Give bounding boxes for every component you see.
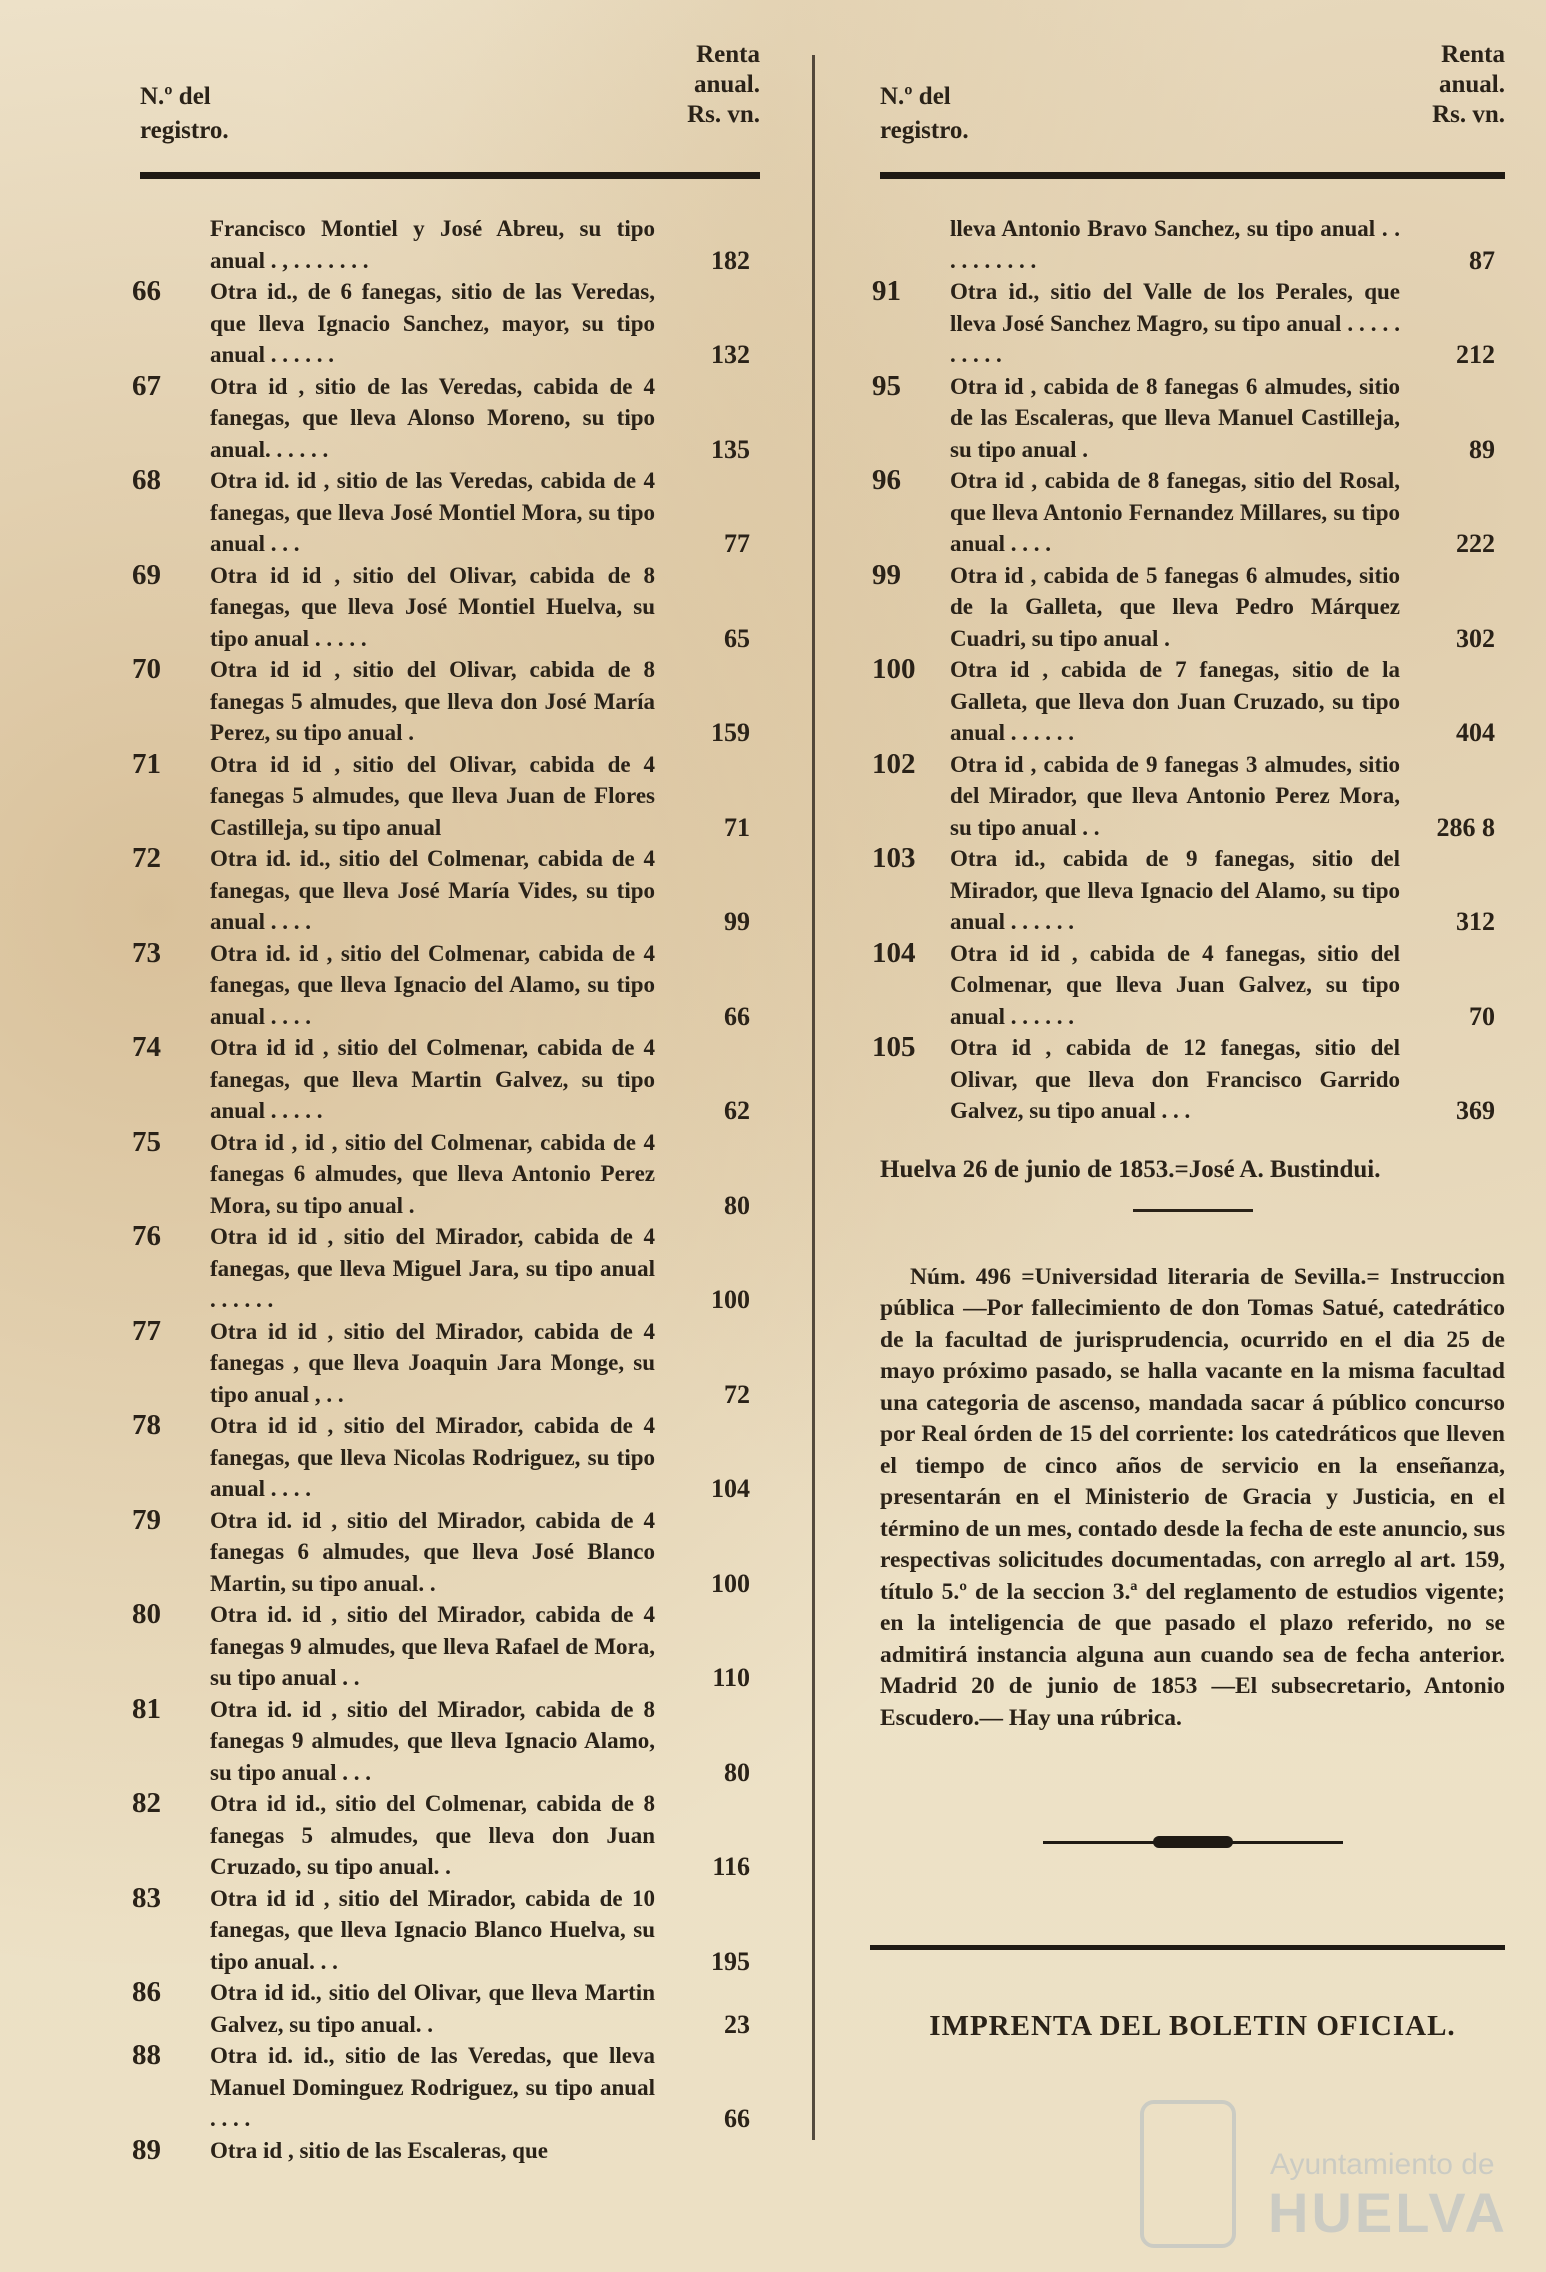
column-divider [812,55,815,2140]
registro-header [140,80,229,148]
register-entry [132,747,760,844]
annual-rent: 89 [1469,434,1495,464]
entry-text: Otra id , sitio de las Veredas, cabida de 4 fanegas, que lleva Alonso Moreno, su tipo anual. . . . . . [210,373,655,462]
annual-rent: 132 [711,340,750,369]
annual-rent: 222 [1456,529,1495,558]
register-entry [132,275,760,371]
section-separator [1133,1209,1253,1212]
register-entry [132,2039,760,2135]
register-entry [132,1598,760,1694]
entry-text: lleva Antonio Bravo Sanchez, su tipo anual . . . . . . . . . . [950,216,1400,273]
ornament-center [1153,1836,1233,1848]
entry-text: Otra id , cabida de 8 fanegas, sitio del Rosal, que lleva Antonio Fernandez Millares, su tipo anual . . . . [950,468,1400,556]
register-number: 66 [132,275,161,307]
register-number: 73 [132,936,161,969]
entry-text: Otra id. id , sitio del Mirador, cabida de 8 fanegas 9 almudes, que lleva Ignacio Alamo, su tipo anual . . . [210,1696,655,1785]
register-entry [140,213,760,276]
register-number: 104 [872,936,916,969]
entry-text: Otra id id , sitio del Mirador, cabida de 4 fanegas, que lleva Miguel Jara, su tipo anual . . . . . . [210,1224,655,1312]
entry-text: Otra id , cabida de 9 fanegas 3 almudes, sitio del Mirador, que lleva Antonio Perez Mora, su tipo anual . . [950,751,1400,840]
register-number: 96 [872,464,901,496]
entry-text: Otra id id , sitio del Olivar, cabida de 4 fanegas 5 almudes, que lleva Juan de Flores Castilleja, su tipo anual [210,751,655,840]
annual-rent: 80 [724,1757,750,1787]
left-entry-list [132,213,760,2166]
entry-text: Otra id id , sitio del Olivar, cabida de 8 fanegas, que lleva José Montiel Huelva, su tipo anual . . . . . [210,562,655,651]
register-number: 103 [872,842,916,874]
annual-rent: 62 [724,1096,750,1125]
entry-text: Otra id. id., sitio de las Veredas, que lleva Manuel Dominguez Rodriguez, su tipo anual . . . . [210,2043,655,2131]
register-entry [132,1409,760,1505]
register-entry [872,1031,1505,1127]
register-number: 78 [132,1409,161,1441]
annual-rent: 404 [1456,718,1495,747]
register-number: 77 [132,1314,161,1347]
entry-text: Otra id id , sitio del Mirador, cabida de 10 fanegas, que lleva Ignacio Blanco Huelva, su tipo anual. . . [210,1885,655,1974]
register-entry [132,464,760,560]
register-entry [872,842,1505,938]
entry-text: Otra id id , cabida de 4 fanegas, sitio del Colmenar, que lleva Juan Galvez, su tipo anual . . . . . . [950,940,1400,1029]
register-number: 76 [132,1220,161,1252]
register-entry [132,2133,760,2167]
registro-header-line: N.º del [140,83,211,110]
register-number: 71 [132,747,161,780]
register-number: 99 [872,558,901,591]
annual-rent: 70 [1469,1001,1495,1031]
renta-header-line: anual. [693,71,760,98]
annual-rent: 312 [1456,907,1495,936]
annual-rent: 99 [724,907,750,936]
entry-text: Otra id. id , sitio del Mirador, cabida de 4 fanegas 9 almudes, que lleva Rafael de Mora, su tipo anual . . [210,1602,655,1690]
annual-rent: 66 [724,1001,750,1031]
renta-header-line: Rs. vn. [687,101,760,128]
register-entry [872,275,1505,371]
renta-header-line: Renta [696,41,760,68]
register-entry [132,653,760,749]
annual-rent: 87 [1469,245,1495,275]
entry-text: Otra id., de 6 fanegas, sitio de las Veredas, que lleva Ignacio Sanchez, mayor, su tipo anual . . . . . . [210,279,655,367]
annual-rent: 66 [724,2104,750,2133]
entry-text: Francisco Montiel y José Abreu, su tipo anual . , . . . . . . . [210,216,655,273]
entry-text: Otra id , cabida de 8 fanegas 6 almudes, sitio de las Escaleras, que lleva Manuel Castilleja, su tipo anual . [950,373,1400,462]
register-entry [132,1881,760,1978]
register-number: 91 [872,275,901,307]
register-entry [132,1787,760,1883]
register-number: 95 [872,369,901,402]
university-notice: Núm. 496 =Universidad literaria de Sevilla.= Instruccion pública —Por fallecimiento de don Tomas Satué, catedrático de la facultad de jurisprudencia, ocurrido en el dia 25 de mayo próximo pasado, se halla vacante en la misma facultad una categoria de ascenso, mandada sacar á público concurso por Real órden de 15 del corriente: los catedráticos que lleven el tiempo de cinco años de servicio en la enseñanza, presentarán en el Ministerio de Gracia y Justicia, en el término de un mes, contado desde la fecha de este anuncio, sus respectivas solicitudes documentadas, con arreglo al art. 159, título 5.º de la seccion 3.ª del reglamento de estudios vigente; en la inteligencia de que pasado el plazo referido, no se admitirá instancia alguna aun cuando sea de fecha anterior. Madrid 20 de junio de 1853 —El subsecretario, Antonio Escudero.— Hay una rúbrica. [880,1263,1505,1731]
register-number: 105 [872,1031,916,1063]
annual-rent: 135 [711,434,750,464]
annual-rent: 116 [712,1852,750,1881]
register-number: 81 [132,1692,161,1725]
renta-header-line: Renta [1441,41,1505,68]
entry-text: Otra id., sitio del Valle de los Perales, que lleva José Sanchez Magro, su tipo anual . . . . . . . . . . [950,279,1400,367]
watermark-line2: HUELVA [1268,2181,1508,2244]
register-entry [132,1125,760,1222]
register-entry [132,842,760,938]
annual-rent: 195 [711,1946,750,1976]
annual-rent: 72 [724,1379,750,1409]
entry-text: Otra id id , sitio del Mirador, cabida de 4 fanegas, que lleva Nicolas Rodriguez, su tipo anual . . . . [210,1413,655,1501]
entry-text: Otra id , cabida de 5 fanegas 6 almudes, sitio de la Galleta, que lleva Pedro Márquez Cuadri, su tipo anual . [950,562,1400,651]
register-number: 74 [132,1031,161,1063]
register-entry [132,558,760,655]
register-entry [132,369,760,466]
entry-text: Otra id , cabida de 12 fanegas, sitio del Olivar, que lleva don Francisco Garrido Galvez, su tipo anual . . . [950,1035,1400,1123]
register-number: 102 [872,747,916,780]
register-entry [132,1976,760,2040]
entry-text: Otra id., cabida de 9 fanegas, sitio del Mirador, que lleva Ignacio del Alamo, su tipo anual . . . . . . [950,846,1400,934]
annual-rent: 302 [1456,623,1495,653]
right-entry-list [872,213,1505,1127]
register-number: 75 [132,1125,161,1158]
register-number: 67 [132,369,161,402]
register-number: 70 [132,653,161,685]
register-entry [872,936,1505,1033]
watermark-line1: Ayuntamiento de [1270,2148,1495,2181]
entry-text: Otra id. id , sitio de las Veredas, cabida de 4 fanegas, que lleva José Montiel Mora, su tipo anual . . . [210,468,655,556]
city-seal-icon [1140,2100,1236,2248]
register-entry [132,1031,760,1127]
bottom-rule [870,1945,1505,1950]
printer-imprint: IMPRENTA DEL BOLETIN OFICIAL. [929,2010,1456,2042]
annual-rent: 100 [711,1285,750,1314]
register-number: 100 [872,653,916,685]
annual-rent: 110 [712,1663,750,1692]
register-number: 86 [132,1976,161,2008]
register-number: 69 [132,558,161,591]
register-entry [132,936,760,1033]
registro-header-line: N.º del [880,83,951,110]
annual-rent: 212 [1456,340,1495,369]
entry-text: Otra id id , sitio del Olivar, cabida de 8 fanegas 5 almudes, que lleva don José María Perez, su tipo anual . [210,657,655,745]
annual-rent: 100 [711,1568,750,1598]
renta-header [687,40,760,130]
annual-rent: 182 [711,245,750,275]
register-entry [132,1692,760,1789]
entry-text: Otra id id., sitio del Colmenar, cabida de 8 fanegas 5 almudes, que lleva don Juan Cruzado, su tipo anual. . [210,1791,655,1879]
right-header [880,40,1505,150]
renta-header [1432,40,1505,130]
annual-rent: 77 [724,529,750,558]
watermark [1140,2100,1520,2250]
entry-text: Otra id id., sitio del Olivar, que lleva Martin Galvez, su tipo anual. . [210,1980,655,2037]
annual-rent: 104 [711,1474,750,1503]
register-entry [872,369,1505,466]
header-rule [880,172,1505,179]
renta-header-line: anual. [1438,71,1505,98]
entry-text: Otra id , id , sitio del Colmenar, cabida de 4 fanegas 6 almudes, que lleva Antonio Perez Mora, su tipo anual . [210,1129,655,1218]
register-entry [880,213,1505,276]
left-header [140,40,760,150]
register-number: 79 [132,1503,161,1536]
ornamental-rule [1043,1834,1343,1850]
registro-header-line: registro. [140,117,229,144]
registro-header [880,80,969,148]
register-entry [132,1503,760,1600]
register-entry [872,464,1505,560]
entry-text: Otra id , sitio de las Escaleras, que [210,2137,548,2163]
entry-text: Otra id id , sitio del Mirador, cabida de 4 fanegas , que lleva Joaquin Jara Monge, su tipo anual , . . [210,1318,655,1407]
annual-rent: 71 [724,812,750,842]
register-entry [872,558,1505,655]
entry-text: Otra id. id , sitio del Colmenar, cabida de 4 fanegas, que lleva Ignacio del Alamo, su tipo anual . . . . [210,940,655,1029]
register-number: 82 [132,1787,161,1819]
annual-rent: 369 [1456,1096,1495,1125]
register-number: 83 [132,1881,161,1914]
annual-rent: 286 8 [1436,812,1495,842]
annual-rent: 23 [724,2009,750,2039]
header-rule [140,172,760,179]
register-entry [872,747,1505,844]
entry-text: Otra id. id., sitio del Colmenar, cabida de 4 fanegas, que lleva José María Vides, su tipo anual . . . . [210,846,655,934]
register-entry [132,1314,760,1411]
entry-text: Otra id. id , sitio del Mirador, cabida de 4 fanegas 6 almudes, que lleva José Blanco Martin, su tipo anual. . [210,1507,655,1596]
register-number: 89 [132,2133,161,2166]
register-entry [132,1220,760,1316]
entry-text: Otra id , cabida de 7 fanegas, sitio de la Galleta, que lleva don Juan Cruzado, su tipo anual . . . . . . [950,657,1400,745]
annual-rent: 65 [724,623,750,653]
left-column [132,40,760,2166]
registro-header-line: registro. [880,117,969,144]
register-number: 68 [132,464,161,496]
renta-header-line: Rs. vn. [1432,101,1505,128]
signature-line: Huelva 26 de junio de 1853.=José A. Bustindui. [880,1155,1381,1183]
register-number: 88 [132,2039,161,2071]
register-number: 72 [132,842,161,874]
right-column [872,40,1505,2043]
entry-text: Otra id id , sitio del Colmenar, cabida de 4 fanegas, que lleva Martin Galvez, su tipo anual . . . . . [210,1035,655,1123]
annual-rent: 80 [724,1190,750,1220]
annual-rent: 159 [711,718,750,747]
register-number: 80 [132,1598,161,1630]
register-entry [872,653,1505,749]
